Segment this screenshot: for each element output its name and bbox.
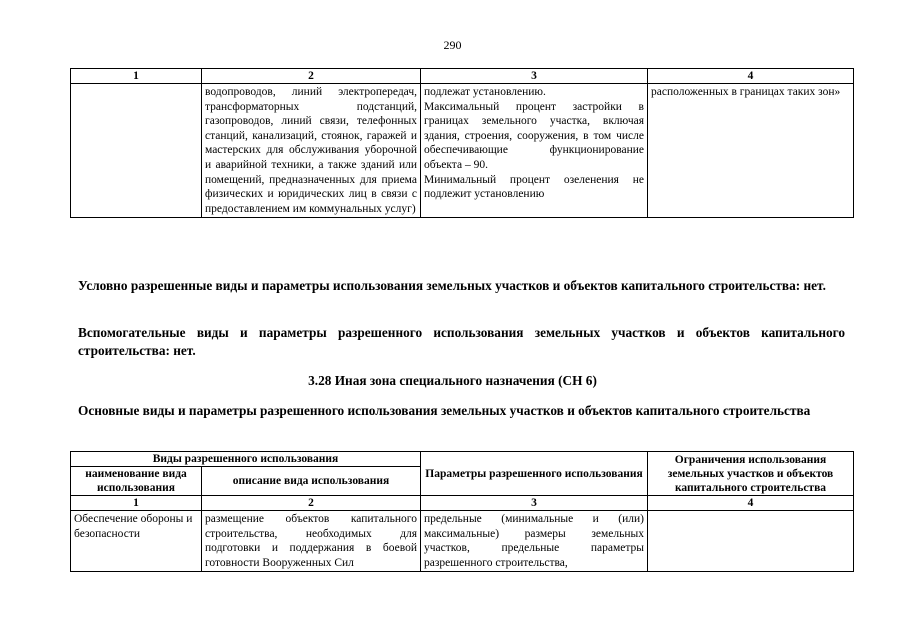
description-cell: размещение объектов капитального строительства, необходимых для подготовки и поддержания в боевой готовности Вооруженных Сил <box>202 511 421 572</box>
parameters-cell <box>421 84 648 218</box>
auxiliary-uses-paragraph: Вспомогательные виды и параметры разрешенного использования земельных участков и объектов капитального строительства: нет. <box>78 325 845 358</box>
column-number: 3 <box>421 496 648 511</box>
parameters-cell: предельные (минимальные и (или) максимальные) размеры земельных участков, предельные параметры разрешенного строительства, <box>421 511 648 572</box>
description-cell: водопроводов, линий электропередач, трансформаторных подстанций, газопроводов, линий связи, телефонных станций, канализаций, стоянок, гаражей и мастерских для обслуживания уборочной и аварийной техники, а также зданий или помещений, предназначенных для приема физических и юридических лиц в связи с предоставлением им коммунальных услуг) <box>202 84 421 218</box>
header-params: Параметры разрешенного использования <box>421 452 648 496</box>
header-limits: Ограничения использования земельных участков и объектов капитального строительства <box>648 452 854 496</box>
continued-table <box>70 68 854 218</box>
column-number: 2 <box>202 69 421 84</box>
column-number: 1 <box>71 496 202 511</box>
column-number: 3 <box>421 69 648 84</box>
column-number-row <box>71 496 854 511</box>
table-row <box>71 511 854 572</box>
column-number-row <box>71 69 854 84</box>
zone-table <box>70 451 854 572</box>
header-name: наименование вида использования <box>71 467 202 496</box>
parameters-text: подлежат установлению. <box>424 86 546 98</box>
limitations-cell: расположенных в границах таких зон» <box>648 84 854 218</box>
table-row <box>71 84 854 218</box>
page-number: 290 <box>443 38 462 52</box>
limitations-cell <box>648 511 854 572</box>
header-group: Виды разрешенного использования <box>71 452 421 467</box>
parameters-text: Максимальный процент застройки в границах земельного участка, включая здания, строения, сооружения, в том числе обеспечивающие функционирование объекта – 90. <box>424 100 644 171</box>
main-uses-paragraph: Основные виды и параметры разрешенного использования земельных участков и объектов капитального строительства <box>78 403 811 418</box>
name-cell <box>71 84 202 218</box>
name-cell: Обеспечение обороны и безопасности <box>71 511 202 572</box>
section-heading: 3.28 Иная зона специального назначения (СН 6) <box>308 373 597 388</box>
column-number: 1 <box>71 69 202 84</box>
column-number: 4 <box>648 496 854 511</box>
parameters-text: Минимальный процент озеленения не подлежит установлению <box>424 173 644 201</box>
header-desc: описание вида использования <box>202 467 421 496</box>
column-number: 4 <box>648 69 854 84</box>
column-number: 2 <box>202 496 421 511</box>
conditional-uses-paragraph: Условно разрешенные виды и параметры использования земельных участков и объектов капитального строительства: нет. <box>78 278 826 293</box>
header-row <box>71 452 854 467</box>
